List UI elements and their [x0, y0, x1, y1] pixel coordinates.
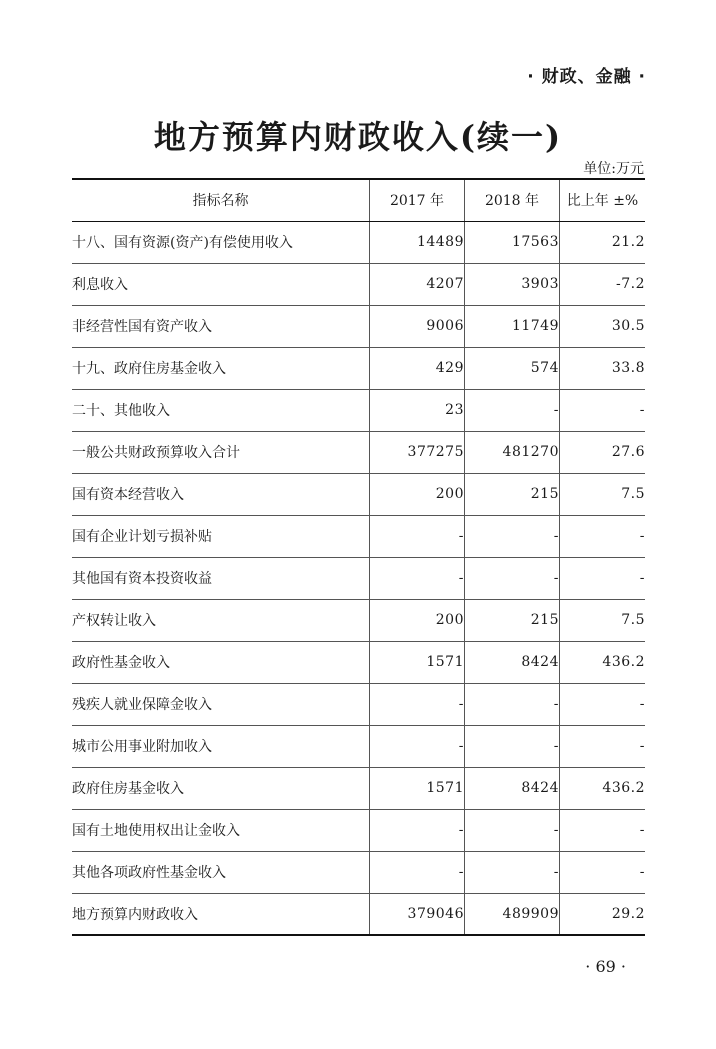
row-value-2017: 200	[370, 599, 465, 641]
data-table	[72, 178, 645, 936]
column-header-2017: 2017 年	[370, 179, 465, 221]
row-indicator-name: 国有土地使用权出让金收入	[72, 809, 370, 851]
row-value-2017: 1571	[370, 641, 465, 683]
row-value-2018: 215	[465, 599, 560, 641]
column-header-change: 比上年 ±%	[560, 179, 646, 221]
table-row	[72, 557, 645, 599]
row-change-percent: -	[560, 851, 646, 893]
row-value-2018: 17563	[465, 221, 560, 263]
row-change-percent: 21.2	[560, 221, 646, 263]
row-change-percent: -	[560, 809, 646, 851]
row-change-percent: 7.5	[560, 599, 646, 641]
row-indicator-name: 地方预算内财政收入	[72, 893, 370, 935]
table-row	[72, 515, 645, 557]
page-title: 地方预算内财政收入(续一)	[153, 118, 563, 156]
row-value-2017: 377275	[370, 431, 465, 473]
section-header: · 财政、金融 ·	[527, 67, 646, 87]
row-change-percent: 436.2	[560, 767, 646, 809]
row-indicator-name: 政府住房基金收入	[72, 767, 370, 809]
row-change-percent: -	[560, 557, 646, 599]
table-row	[72, 599, 645, 641]
row-value-2017: 200	[370, 473, 465, 515]
row-indicator-name: 十九、政府住房基金收入	[72, 347, 370, 389]
column-header-indicator: 指标名称	[72, 179, 370, 221]
row-value-2017: 23	[370, 389, 465, 431]
row-value-2017: 14489	[370, 221, 465, 263]
header-row	[72, 179, 645, 221]
row-indicator-name: 十八、国有资源(资产)有偿使用收入	[72, 221, 370, 263]
table-row	[72, 263, 645, 305]
table-row	[72, 305, 645, 347]
row-value-2018: -	[465, 851, 560, 893]
table-row	[72, 725, 645, 767]
table-row	[72, 893, 645, 935]
row-value-2017: -	[370, 683, 465, 725]
row-indicator-name: 其他各项政府性基金收入	[72, 851, 370, 893]
row-change-percent: 27.6	[560, 431, 646, 473]
row-change-percent: -	[560, 683, 646, 725]
row-indicator-name: 产权转让收入	[72, 599, 370, 641]
table-row	[72, 767, 645, 809]
row-change-percent: 29.2	[560, 893, 646, 935]
row-indicator-name: 国有企业计划亏损补贴	[72, 515, 370, 557]
row-value-2018: 3903	[465, 263, 560, 305]
page-number: · 69 ·	[585, 957, 626, 976]
row-indicator-name: 一般公共财政预算收入合计	[72, 431, 370, 473]
row-value-2018: 215	[465, 473, 560, 515]
table-row	[72, 851, 645, 893]
row-value-2018: -	[465, 683, 560, 725]
row-indicator-name: 政府性基金收入	[72, 641, 370, 683]
row-value-2018: 489909	[465, 893, 560, 935]
row-change-percent: -	[560, 389, 646, 431]
table-row	[72, 809, 645, 851]
table-row	[72, 221, 645, 263]
row-change-percent: -	[560, 515, 646, 557]
row-value-2018: 11749	[465, 305, 560, 347]
table-row	[72, 347, 645, 389]
row-indicator-name: 国有资本经营收入	[72, 473, 370, 515]
row-indicator-name: 其他国有资本投资收益	[72, 557, 370, 599]
row-indicator-name: 残疾人就业保障金收入	[72, 683, 370, 725]
row-value-2017: 379046	[370, 893, 465, 935]
row-value-2017: 9006	[370, 305, 465, 347]
row-indicator-name: 非经营性国有资产收入	[72, 305, 370, 347]
row-value-2017: 1571	[370, 767, 465, 809]
unit-label: 单位:万元	[583, 161, 644, 177]
row-value-2018: -	[465, 725, 560, 767]
row-value-2017: -	[370, 557, 465, 599]
row-value-2018: -	[465, 515, 560, 557]
table-row	[72, 641, 645, 683]
table-row	[72, 473, 645, 515]
table-body	[72, 221, 645, 935]
row-value-2017: -	[370, 725, 465, 767]
table-row	[72, 389, 645, 431]
row-value-2018: -	[465, 809, 560, 851]
column-header-2018: 2018 年	[465, 179, 560, 221]
row-value-2017: -	[370, 515, 465, 557]
row-value-2018: -	[465, 389, 560, 431]
row-change-percent: 7.5	[560, 473, 646, 515]
row-value-2018: 8424	[465, 641, 560, 683]
row-value-2018: 8424	[465, 767, 560, 809]
row-value-2018: 481270	[465, 431, 560, 473]
row-value-2017: 4207	[370, 263, 465, 305]
row-value-2018: -	[465, 557, 560, 599]
table-header	[72, 179, 645, 221]
row-change-percent: 30.5	[560, 305, 646, 347]
table-row	[72, 683, 645, 725]
row-change-percent: 436.2	[560, 641, 646, 683]
row-change-percent: 33.8	[560, 347, 646, 389]
row-value-2017: -	[370, 809, 465, 851]
row-value-2017: 429	[370, 347, 465, 389]
row-indicator-name: 城市公用事业附加收入	[72, 725, 370, 767]
row-value-2017: -	[370, 851, 465, 893]
table-row	[72, 431, 645, 473]
row-value-2018: 574	[465, 347, 560, 389]
row-indicator-name: 利息收入	[72, 263, 370, 305]
row-change-percent: -	[560, 725, 646, 767]
row-indicator-name: 二十、其他收入	[72, 389, 370, 431]
row-change-percent: -7.2	[560, 263, 646, 305]
